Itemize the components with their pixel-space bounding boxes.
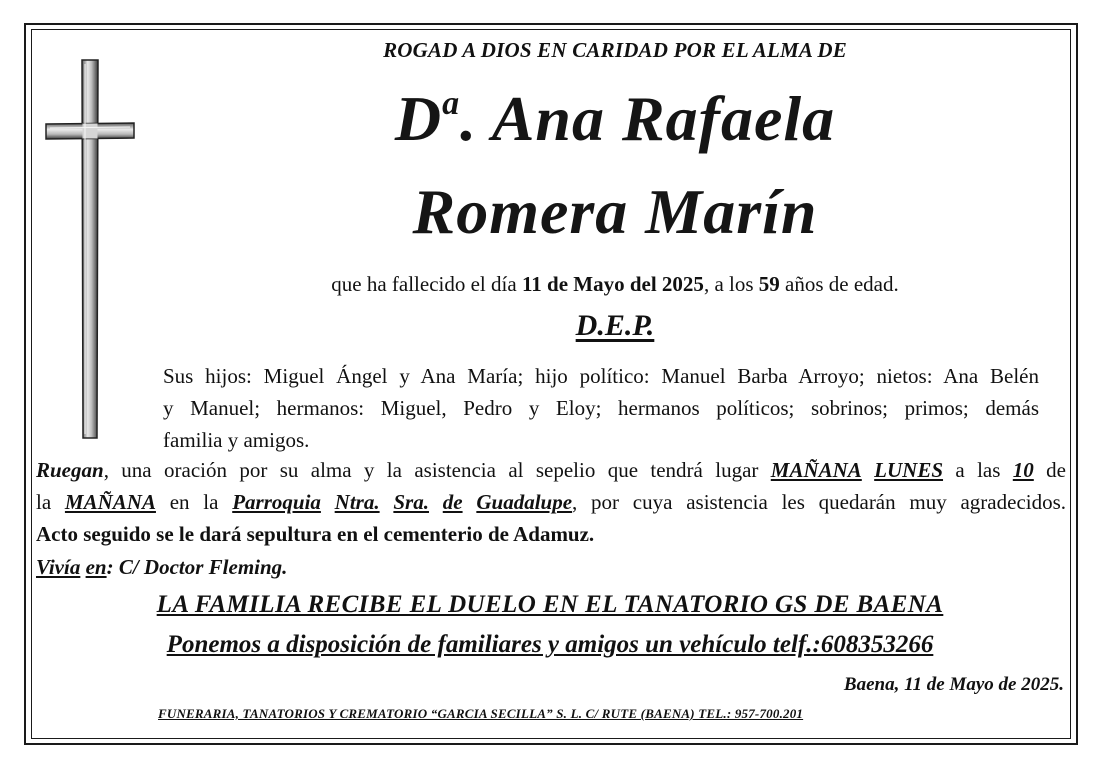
ceremony-line-2 <box>36 486 1066 518</box>
family-line-3: familia y amigos. <box>163 428 310 452</box>
manana-text-1: MAÑANA <box>770 458 862 482</box>
ceremony-text-2: a las <box>943 458 1013 482</box>
guadalupe-text: Guadalupe <box>476 490 573 514</box>
manana-text-2: MAÑANA <box>64 490 156 514</box>
tanatorio-notice: LA FAMILIA RECIBE EL DUELO EN EL TANATORIO GS DE BAENA <box>156 591 944 618</box>
address-text: : C/ Doctor Fleming. <box>106 555 288 579</box>
sra-text: Sra. <box>393 490 429 514</box>
ceremony-text-4: la <box>36 490 65 514</box>
dep-heading: D.E.P. <box>575 309 655 342</box>
parroquia-text: Parroquia <box>232 490 321 514</box>
de-text: de <box>442 490 463 514</box>
family-line-1: Sus hijos: Miguel Ángel y Ana María; hijo político: Manuel Barba Arroyo; nietos: Ana Belén <box>163 364 1039 388</box>
honorific-dot: . <box>460 83 478 154</box>
death-prefix: que ha fallecido el día <box>331 272 522 296</box>
ceremony-paragraph <box>36 454 1066 550</box>
funeral-home-footer: FUNERARIA, TANATORIOS Y CREMATORIO “GARCIA SECILLA” S. L. C/ RUTE (BAENA) TEL.: 957-700.201 <box>158 706 804 721</box>
first-names: Ana Rafaela <box>491 83 836 154</box>
ntra-text: Ntra. <box>334 490 380 514</box>
honorific-superscript: a <box>442 85 461 122</box>
cross-icon <box>44 58 136 442</box>
burial-line: Acto seguido se le dará sepultura en el cementerio de Adamuz. <box>36 522 595 546</box>
death-middle: , a los <box>703 272 759 296</box>
hour-text: 10 <box>1012 458 1034 482</box>
family-list <box>163 360 1039 456</box>
death-suffix: años de edad. <box>779 272 899 296</box>
residence-line <box>36 555 287 580</box>
vehicle-notice: Ponemos a disposición de familiares y amigos un vehículo telf.:608353266 <box>166 631 934 658</box>
en-text: en <box>85 555 107 579</box>
death-notice-line <box>200 272 1030 297</box>
ceremony-text-5: en la <box>155 490 233 514</box>
prayer-heading: ROGAD A DIOS EN CARIDAD POR EL ALMA DE <box>383 38 847 62</box>
family-line-2: y Manuel; hermanos: Miguel, Pedro y Eloy; hermanos políticos; sobrinos; primos; demás <box>163 396 1039 420</box>
deceased-first-name <box>220 82 1010 156</box>
signature-date: Baena, 11 de Mayo de 2025. <box>843 674 1064 695</box>
honorific: D <box>394 83 443 154</box>
ceremony-line-1 <box>36 454 1066 486</box>
deceased-surnames: Romera Marín <box>412 176 818 247</box>
vivia-text: Vivía <box>36 555 81 579</box>
ceremony-text-3: de <box>1033 458 1066 482</box>
lunes-text: LUNES <box>874 458 944 482</box>
ruegan-text: Ruegan <box>36 458 104 482</box>
ceremony-text-6: , por cuya asistencia les quedarán muy agradecidos. <box>572 490 1067 514</box>
ceremony-text-1: , una oración por su alma y la asistencia al sepelio que tendrá lugar <box>103 458 771 482</box>
death-age: 59 <box>758 272 780 296</box>
death-date: 11 de Mayo del 2025 <box>521 272 704 296</box>
